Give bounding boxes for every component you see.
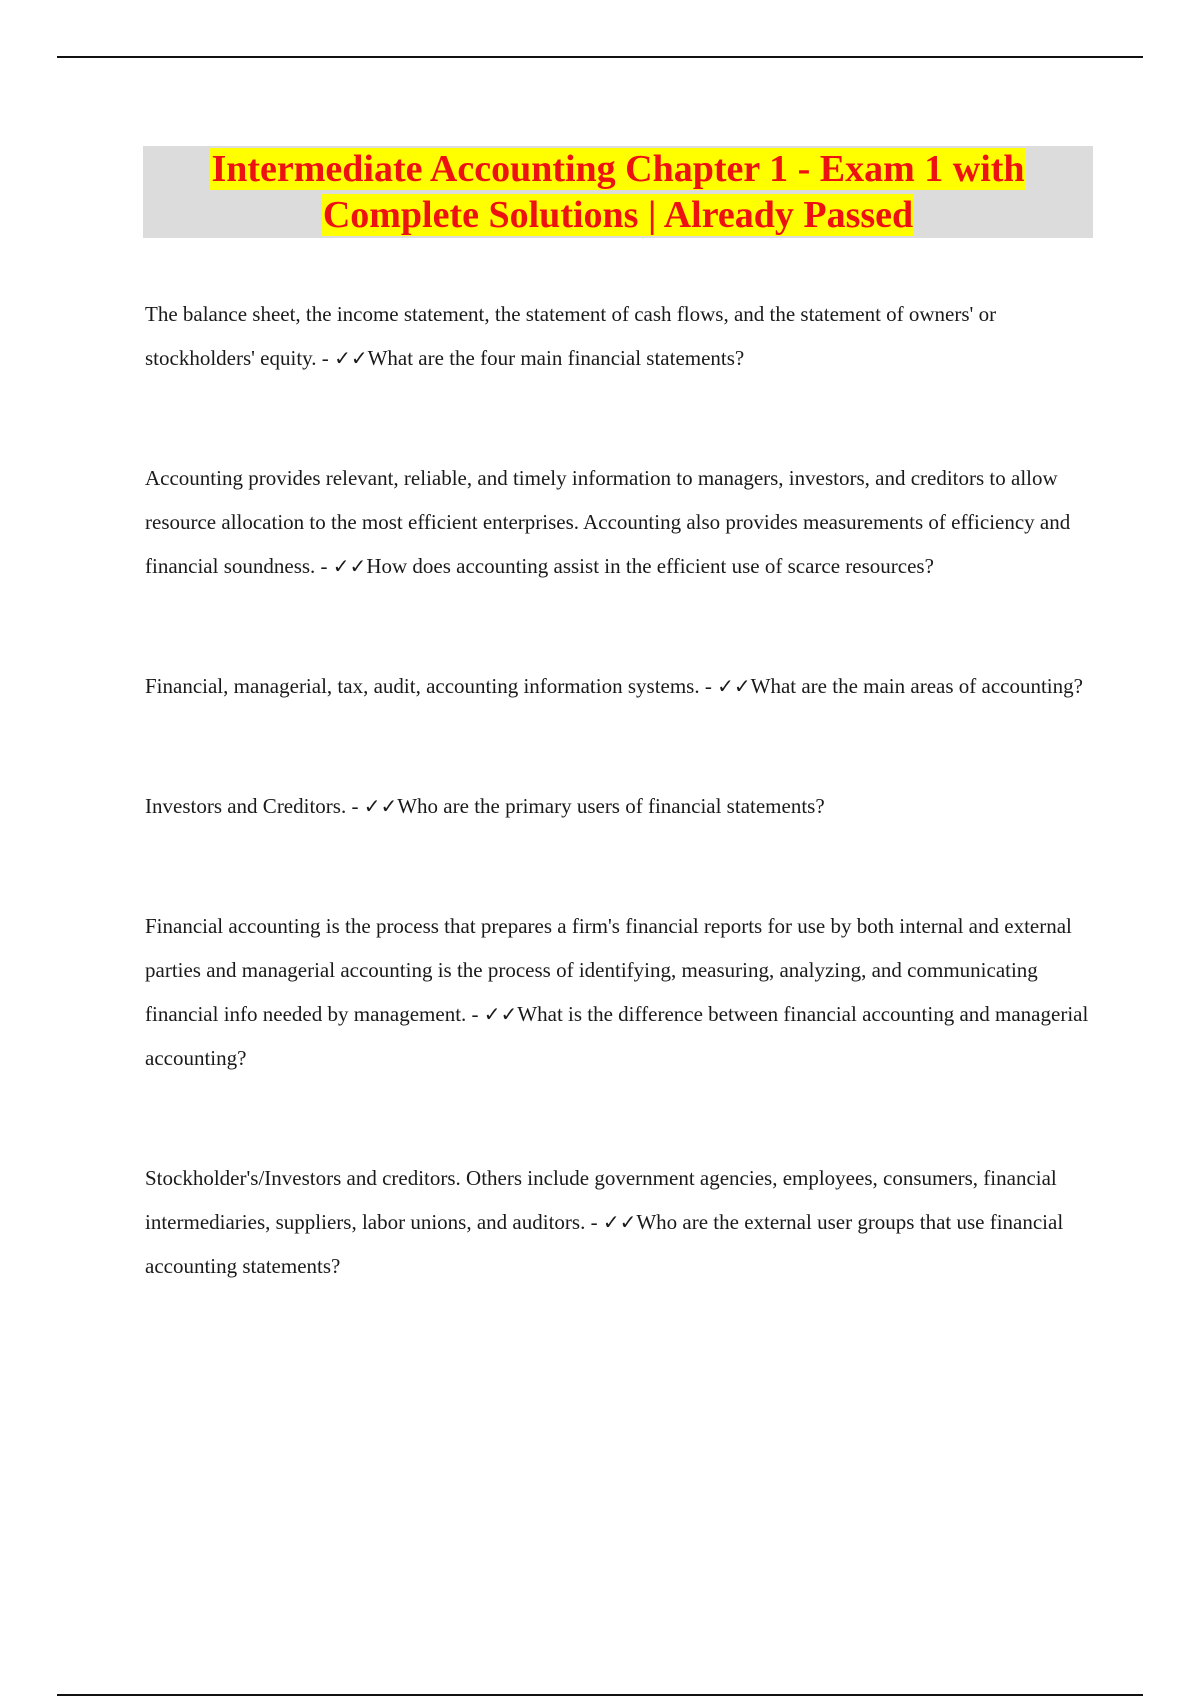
answer-text: Stockholder's/Investors and creditors. Others include government agencies, employees, consumers, financial intermediaries, suppliers, labor unions, and auditors. - — [145, 1166, 1057, 1234]
qa-item — [145, 904, 1100, 1080]
answer-text: Investors and Creditors. - — [145, 794, 364, 818]
check-icon: ✓✓ — [363, 794, 398, 818]
question-text: What are the main areas of accounting? — [750, 674, 1083, 698]
qa-item — [145, 292, 1100, 380]
qa-item — [145, 784, 1100, 828]
check-icon: ✓✓ — [332, 554, 367, 578]
question-text: What are the four main financial statements? — [367, 346, 745, 370]
bottom-rule — [57, 1694, 1143, 1696]
answer-text: Financial, managerial, tax, audit, accounting information systems. - — [145, 674, 718, 698]
answer-text: The balance sheet, the income statement, the statement of cash flows, and the statement of owners' or stockholders' equity. - — [145, 302, 997, 370]
top-rule — [57, 56, 1143, 58]
qa-item — [145, 1156, 1100, 1288]
title-banner — [143, 146, 1093, 238]
title-text-1: Intermediate Accounting Chapter 1 - Exam 1 with — [211, 148, 1025, 190]
question-text: Who are the primary users of financial statements? — [397, 794, 825, 818]
question-text: How does accounting assist in the efficient use of scarce resources? — [366, 554, 934, 578]
check-icon: ✓✓ — [483, 1002, 518, 1026]
answer-text: Financial accounting is the process that prepares a firm's financial reports for use by both internal and external parties and managerial accounting is the process of identifying, measuring, analyzing, and communicating financial info needed by management. - — [145, 914, 1072, 1026]
question-text: What is the difference between financial accounting and managerial accounting? — [145, 1002, 1089, 1070]
check-icon: ✓✓ — [602, 1210, 637, 1234]
check-icon: ✓✓ — [717, 674, 751, 698]
qa-list — [145, 292, 1100, 1288]
question-text: Who are the external user groups that use financial accounting statements? — [145, 1210, 1064, 1278]
title-line-2 — [143, 192, 1093, 238]
qa-item — [145, 456, 1100, 588]
qa-item — [145, 664, 1100, 708]
answer-text: Accounting provides relevant, reliable, and timely information to managers, investors, and creditors to allow resource allocation to the most efficient enterprises. Accounting also provides measurements of efficiency and financial soundness. - — [145, 466, 1071, 578]
title-line-1 — [143, 146, 1093, 192]
title-text-2: Complete Solutions | Already Passed — [322, 194, 914, 236]
check-icon: ✓✓ — [334, 346, 368, 370]
